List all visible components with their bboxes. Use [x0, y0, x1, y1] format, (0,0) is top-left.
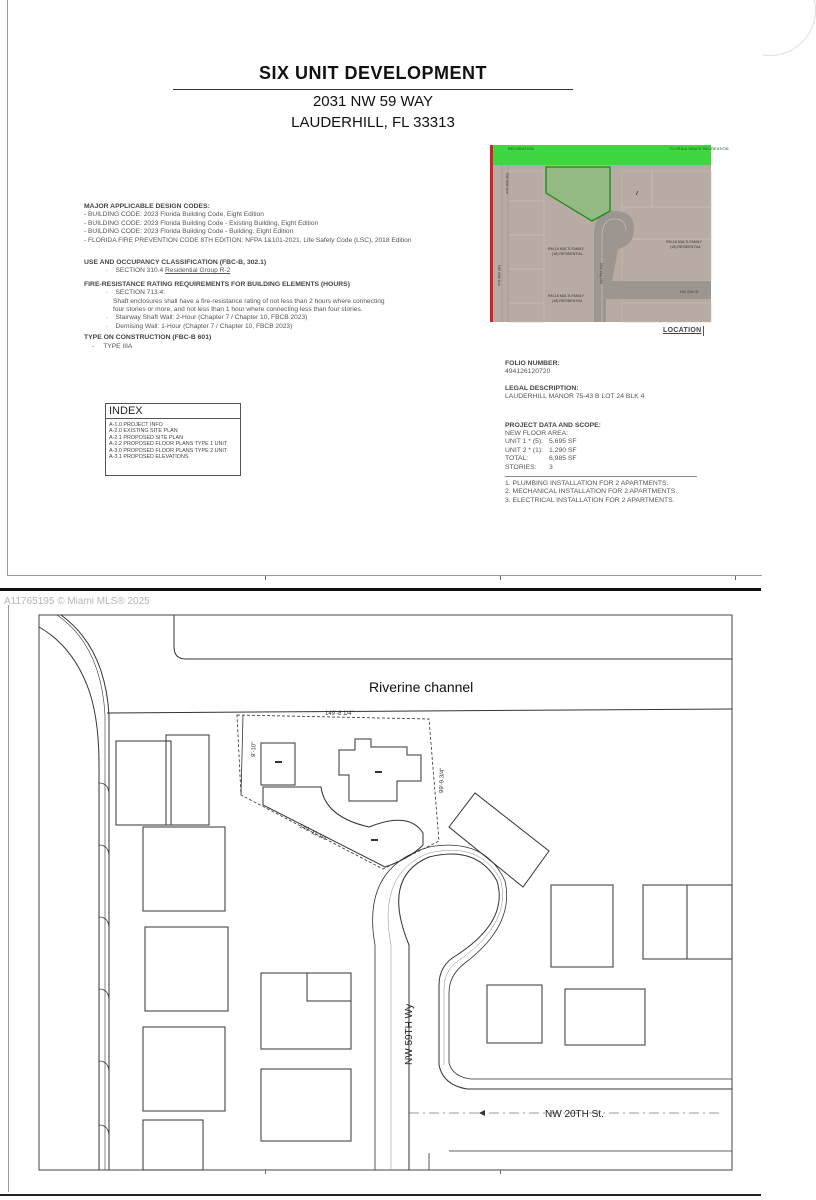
- floor-area-heading: NEW FLOOR AREA:: [505, 430, 569, 438]
- dimension-label: 149'-8 1/4": [325, 711, 354, 717]
- building-footprint: [261, 1069, 351, 1141]
- area-row: UNIT 2 * (1): 1,290 SF: [505, 446, 577, 454]
- building-footprint: [565, 989, 645, 1045]
- map-zone-label: RM-18 MULTI-FAMILY: [666, 240, 703, 244]
- legal-value: LAUDERHILL MANOR 75-43 B LOT 24 BLK 4: [505, 393, 645, 401]
- building-footprint: [307, 973, 351, 1001]
- scope-item: 2. MECHANICAL INSTALLATION FOR 2 APARTMENTS.: [505, 488, 678, 496]
- channel-label: Riverine channel: [369, 679, 474, 695]
- index-heading: INDEX: [106, 404, 240, 419]
- sheet-index: [105, 403, 241, 476]
- design-codes-heading: MAJOR APPLICABLE DESIGN CODES:: [84, 203, 210, 210]
- site-plan-drawing: [9, 605, 762, 1192]
- street-label-nw-20th: NW 20TH St.: [545, 1109, 604, 1120]
- road-curve-outer: [39, 627, 99, 1170]
- existing-building: [261, 743, 295, 785]
- page-title: SIX UNIT DEVELOPMENT: [258, 63, 488, 83]
- fire-rating-item: · Stairway Shaft Wall: 2-Hour (Chapter 7 / Chapter 10, FBCB 2023): [106, 314, 308, 322]
- design-code-item: - BUILDING CODE: 2023 Florida Building Code - Building, Eight Edition: [84, 228, 294, 236]
- building-footprint: [261, 973, 351, 1049]
- construction-item: - TYPE IIIA: [92, 342, 133, 350]
- occupancy-item: · SECTION 310.4 Residential Group R-2: [106, 267, 231, 275]
- location-map: [490, 145, 729, 322]
- building-footprint: [143, 1120, 203, 1170]
- map-zone-sublabel: (18) RESIDENTIAL: [670, 245, 701, 249]
- index-item: A-2.2 PROPOSED FLOOR PLANS TYPE 1 UNIT: [109, 441, 228, 448]
- area-row: UNIT 1 * (5): 5,695 SF: [505, 438, 577, 446]
- lot-boundary: [237, 715, 439, 869]
- fire-rating-section: · SECTION 713.4:: [106, 289, 166, 297]
- project-info-sheet: [7, 0, 762, 576]
- channel-edge-upper: [174, 615, 732, 659]
- index-item: A-3.1 PROPOSED ELEVATIONS: [109, 454, 189, 461]
- building-footprint: [143, 1027, 225, 1111]
- building-footprint: [143, 827, 225, 911]
- city-boundary-line: [490, 145, 493, 322]
- occupancy-group-link: Residential Group R-2: [165, 267, 231, 275]
- legal-heading: LEGAL DESCRIPTION:: [505, 384, 579, 392]
- title-underline: [173, 89, 573, 90]
- map-street-label-top: NW 60th Ave: [505, 173, 509, 194]
- building-footprint: [449, 793, 549, 887]
- project-data-heading: PROJECT DATA AND SCOPE:: [505, 421, 601, 429]
- map-zone-label: RM-18 MULTI-FAMILY: [548, 247, 585, 251]
- sheet-divider: [0, 588, 761, 591]
- map-zone-label: RM-18 MULTI-FAMILY: [548, 294, 585, 298]
- fire-rating-text: Shaft enclosures shall have a fire-resistance rating of not less than 2 hours where connecting: [113, 297, 385, 305]
- fire-rating-heading: FIRE-RESISTANCE RATING REQUIREMENTS FOR BUILDING ELEMENTS (HOURS): [84, 280, 350, 288]
- building-footprint: [551, 885, 613, 967]
- area-row: STORIES: 3: [505, 463, 553, 471]
- index-item: A-2.1 PROPOSED SITE PLAN: [109, 434, 183, 441]
- building-footprint: [145, 927, 228, 1011]
- dimension-label: 9'-10": [251, 741, 258, 758]
- page-bottom-rule: [0, 1194, 761, 1196]
- channel-edge-lower: [107, 709, 732, 713]
- map-street-label-vertical: NW 60th Ave: [497, 265, 501, 286]
- code-notes: [84, 203, 504, 351]
- area-row: TOTAL: 6,985 SF: [505, 455, 577, 463]
- design-code-item: - FLORIDA FIRE PREVENTION CODE 8TH EDITION: NFPA 1&101-2021, Life Safety Code (LSC), 2018 Edition: [84, 236, 412, 244]
- dimension-label: 99'-9 3/4": [439, 767, 446, 794]
- street-label-nw-59th: NW 59TH Wy: [404, 1003, 415, 1065]
- index-item: A-1.0 PROJECT INFO: [109, 422, 163, 428]
- index-item: A-3.0 PROPOSED FLOOR PLANS TYPE 2 UNIT: [109, 447, 228, 454]
- map-zone-sublabel: (18) RESIDENTIAL: [552, 299, 583, 303]
- fire-rating-text: four stories or more, and not less than 1 hour where connecting less than four stories.: [113, 306, 363, 314]
- index-item: A-2.0 EXISTING SITE PLAN: [109, 428, 178, 435]
- index-list: [106, 419, 240, 463]
- scope-item: 1. PLUMBING INSTALLATION FOR 2 APARTMENTS.: [505, 480, 669, 488]
- design-code-item: - BUILDING CODE: 2023 Florida Building Code - Existing Building, Eight Edition: [84, 219, 319, 227]
- mls-watermark: A11765195 © Miami MLS® 2025: [4, 596, 150, 607]
- occupancy-heading: USE AND OCCUPANCY CLASSIFICATION (FBC-B, 302.1): [84, 259, 267, 267]
- map-label-recreation-right: FLORIDA SPACE RECREATION: [670, 146, 729, 151]
- location-label-tick: [703, 326, 704, 336]
- address-line-2: LAUDERHILL, FL 33313: [291, 114, 455, 131]
- construction-heading: TYPE ON CONSTRUCTION (FBC-B 601): [84, 334, 212, 342]
- site-plan-sheet: [8, 605, 762, 1192]
- fire-rating-item: · Demising Wall: 1-Hour (Chapter 7 / Chapter 10, FBCB 2023): [106, 322, 293, 330]
- scope-separator: [505, 476, 697, 477]
- existing-structure: [263, 787, 423, 867]
- map-street-label-curve: 59th Way NW: [599, 263, 603, 284]
- building-footprint: [116, 741, 171, 825]
- building-footprint: [487, 985, 542, 1043]
- map-zone-sublabel: (18) RESIDENTIAL: [552, 252, 583, 256]
- dimension-label: 149'-11 1/4": [298, 823, 329, 844]
- folio-heading: FOLIO NUMBER:: [505, 360, 560, 367]
- project-data-block: [505, 360, 735, 505]
- location-label: LOCATION: [663, 327, 702, 334]
- existing-building: [339, 739, 421, 801]
- design-code-item: - BUILDING CODE: 2023 Florida Building Code, Eight Edition: [84, 211, 264, 219]
- building-footprint: [166, 735, 209, 825]
- map-street-label: NW 20th St: [680, 290, 699, 294]
- folio-value: 494126120720: [505, 368, 551, 376]
- scope-item: 3. ELECTRICAL INSTALLATION FOR 2 APARTMENTS.: [505, 496, 675, 504]
- address-line-1: 2031 NW 59 WAY: [312, 93, 434, 110]
- map-label-recreation: RECREATION: [508, 146, 534, 151]
- road-curve-inner: [61, 615, 109, 1170]
